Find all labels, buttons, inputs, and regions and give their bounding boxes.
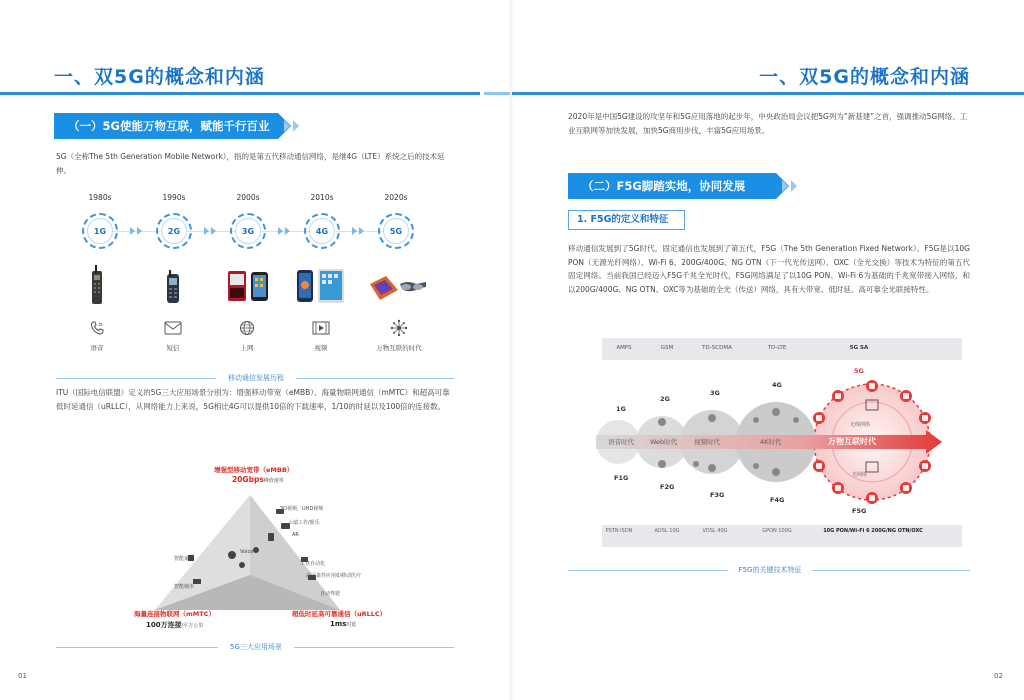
- mmtc-value-row: [146, 620, 203, 630]
- globe-icon: [236, 317, 258, 339]
- band-label: 5G SA: [849, 345, 869, 351]
- section-banner: （一）5G使能万物互联，赋能千行百业: [54, 113, 278, 139]
- page-number: 01: [18, 672, 27, 680]
- app-label: 工业自动化: [300, 561, 326, 567]
- mobile-gen-label: 3G: [710, 389, 720, 397]
- urllc-value-row: [330, 620, 356, 628]
- tech-label: ADSL 10G: [654, 528, 680, 534]
- embb-label: 增强型移动宽带（eMBB）: [214, 466, 294, 474]
- caption-rule: [294, 647, 454, 648]
- f5g-node-label: 无线网络: [850, 422, 871, 428]
- right-intro-paragraph: 2020年是中国5G建设的攻坚年和5G应用落地的起步年，中央政治局会议把5G列为“新基建”之首，强调推动5G网络、工业互联网等加快发展，加快5G商用步伐，丰富5G应用场景。: [568, 112, 968, 135]
- page-heading-right: 一、双5G的概念和内涵: [759, 66, 970, 88]
- urllc-value: 1ms: [330, 620, 347, 628]
- caption-rule: [812, 570, 970, 571]
- caption-rule: [56, 378, 216, 379]
- era-circle-3g: [230, 213, 266, 249]
- mmtc-label: 海量连接物联网（mMTC）: [134, 610, 215, 618]
- page-heading-left: 一、双5G的概念和内涵: [54, 66, 265, 88]
- app-label: 智能家居: [174, 556, 195, 562]
- embb-suffix: 峰值速率: [263, 478, 284, 484]
- embb-value-row: [232, 475, 284, 484]
- mobile-gen-label: 1G: [616, 405, 626, 413]
- band-label: GSM: [660, 345, 674, 351]
- function-label: 上网: [240, 344, 254, 352]
- era-year: 2000s: [236, 193, 260, 202]
- right-page: [512, 0, 1024, 700]
- era-year: 1990s: [162, 193, 186, 202]
- fixed-gen-label: F1G: [614, 474, 629, 482]
- brick-phone-icon: [90, 265, 104, 305]
- banner-arrows: [782, 173, 797, 199]
- heading-rule: [0, 92, 480, 95]
- app-label: 高可靠性应用如移动医疗: [306, 573, 362, 579]
- banner-arrows: [284, 113, 299, 139]
- chevron-right-icon: [137, 227, 142, 235]
- caption-rule: [296, 378, 454, 379]
- band-label: AMPS: [616, 345, 632, 351]
- era-year: 1980s: [88, 193, 112, 202]
- era-gen: 5G: [383, 218, 409, 244]
- chevron-right-icon: [359, 227, 364, 235]
- heading-rule: [512, 92, 1024, 95]
- era-gen: 1G: [87, 218, 113, 244]
- sub-heading: 1. F5G的定义和特征: [568, 210, 685, 230]
- smartphones-icon: [227, 270, 271, 302]
- app-label: 自动驾驶: [320, 591, 341, 597]
- fixed-gen-label: F2G: [660, 483, 675, 491]
- function-label: 万物互联的时代: [376, 344, 422, 352]
- urllc-suffix: 时延: [346, 622, 357, 628]
- phone-call-icon: [86, 317, 108, 339]
- tech-label: GPON 100G: [762, 528, 792, 534]
- app-label: AR: [292, 532, 299, 538]
- era-circle-1g: [82, 213, 118, 249]
- page-number: 02: [994, 672, 1003, 680]
- section-banner: （二）F5G脚踏实地，协同发展: [568, 173, 776, 199]
- mobile-gen-label: 5G: [854, 367, 864, 375]
- chevron-right-icon: [204, 227, 209, 235]
- mmtc-suffix: /平方公里: [181, 623, 204, 629]
- itu-paragraph: ITU（国际电信联盟）定义的5G三大应用场景分别为：增强移动带宽（eMBB）、海量物联网通信（mMTC）和超高可靠低时延通信（uRLLC），从网络能力上来说，5G相比4G可以提供10倍的下载速率，1/10的时延以及100倍的连接数。: [56, 388, 450, 411]
- tech-label: 10G PON/Wi-Fi 6 200G/NG OTN/OXC: [823, 528, 923, 534]
- era-label: 4K时代: [760, 438, 782, 446]
- era-gen: 4G: [309, 218, 335, 244]
- tech-label: VDSL 40G: [702, 528, 728, 534]
- band-label: TD-LTE: [767, 345, 787, 351]
- fixed-gen-label: F3G: [710, 491, 725, 499]
- mmtc-value: 100万连接: [146, 621, 182, 629]
- era-year: 2010s: [310, 193, 334, 202]
- f5g-node-label: 光网络: [852, 472, 868, 478]
- chevron-right-icon: [285, 227, 290, 235]
- chevron-right-icon: [278, 227, 283, 235]
- f5g-definition: 移动通信发展到了5G时代，固定通信也发展到了第五代，F5G（The 5th Generation Fixed Network）。F5G是以10G PON（无源光纤网络）、Wi-Fi 6、200G/400G、NG OTN（下一代光传送网）、OXC（全光交换）等技术为特征的第五代固定网络。当前我国已经迈入F5G千兆全光时代，F5G网络满足了以10G PON、Wi-Fi 6为基础的千兆宽带接入网络，和以200G/400G、NG OTN、OXC等为基础的全光（传送）网络，具有大带宽、低时延、高可靠全光联接特性。: [568, 244, 970, 294]
- iot-devices-icon: [368, 274, 430, 302]
- era-label: Web时代: [650, 438, 678, 446]
- timeline-caption: 移动通信发展历程: [228, 374, 284, 382]
- tech-label: PSTN ISDN: [605, 528, 633, 534]
- chevron-right-icon: [130, 227, 135, 235]
- function-label: 视频: [314, 344, 328, 352]
- era-label: 视频时代: [694, 438, 720, 446]
- era-label: 万物互联时代: [828, 437, 876, 446]
- era-year: 2020s: [384, 193, 408, 202]
- chevron-right-icon: [211, 227, 216, 235]
- sms-message-icon: [162, 317, 184, 339]
- era-gen: 2G: [161, 218, 187, 244]
- era-gen: 3G: [235, 218, 261, 244]
- feature-phone-icon: [166, 270, 180, 304]
- embb-value: 20Gbps: [232, 475, 264, 484]
- app-label: 3D视频，UHD视频: [280, 506, 324, 512]
- era-circle-2g: [156, 213, 192, 249]
- era-circle-5g: [378, 213, 414, 249]
- f5g-caption: F5G的关键技术特征: [738, 566, 802, 574]
- smartphone-tablet-icon: [296, 268, 346, 304]
- band-label: TD-SCDMA: [702, 345, 732, 351]
- chevron-right-icon: [352, 227, 357, 235]
- caption-rule: [568, 570, 728, 571]
- function-label: 语音: [90, 344, 104, 352]
- mobile-gen-label: 2G: [660, 395, 670, 403]
- function-label: 短信: [166, 344, 180, 352]
- intro-paragraph: 5G（全称The 5th Generation Mobile Network），指的是第五代移动通信网络，是继4G（LTE）系统之后的技术延伸。: [56, 152, 445, 175]
- urllc-label: 超低时延高可靠通信（uRLLC）: [292, 610, 387, 618]
- heading-rule-cap: [484, 92, 510, 95]
- app-label: 智能城市: [174, 584, 195, 590]
- video-film-icon: [310, 317, 332, 339]
- app-label: 云端工作/娱乐: [288, 520, 320, 526]
- fixed-gen-label: F4G: [770, 496, 785, 504]
- triangle-caption: 5G三大应用场景: [230, 643, 282, 651]
- mobile-gen-label: 4G: [772, 381, 782, 389]
- era-circle-4g: [304, 213, 340, 249]
- voice-label: Voice: [240, 549, 254, 555]
- caption-rule: [56, 647, 218, 648]
- network-hub-icon: [388, 317, 410, 339]
- fixed-gen-label: F5G: [852, 507, 867, 515]
- era-label: 语音时代: [608, 438, 634, 446]
